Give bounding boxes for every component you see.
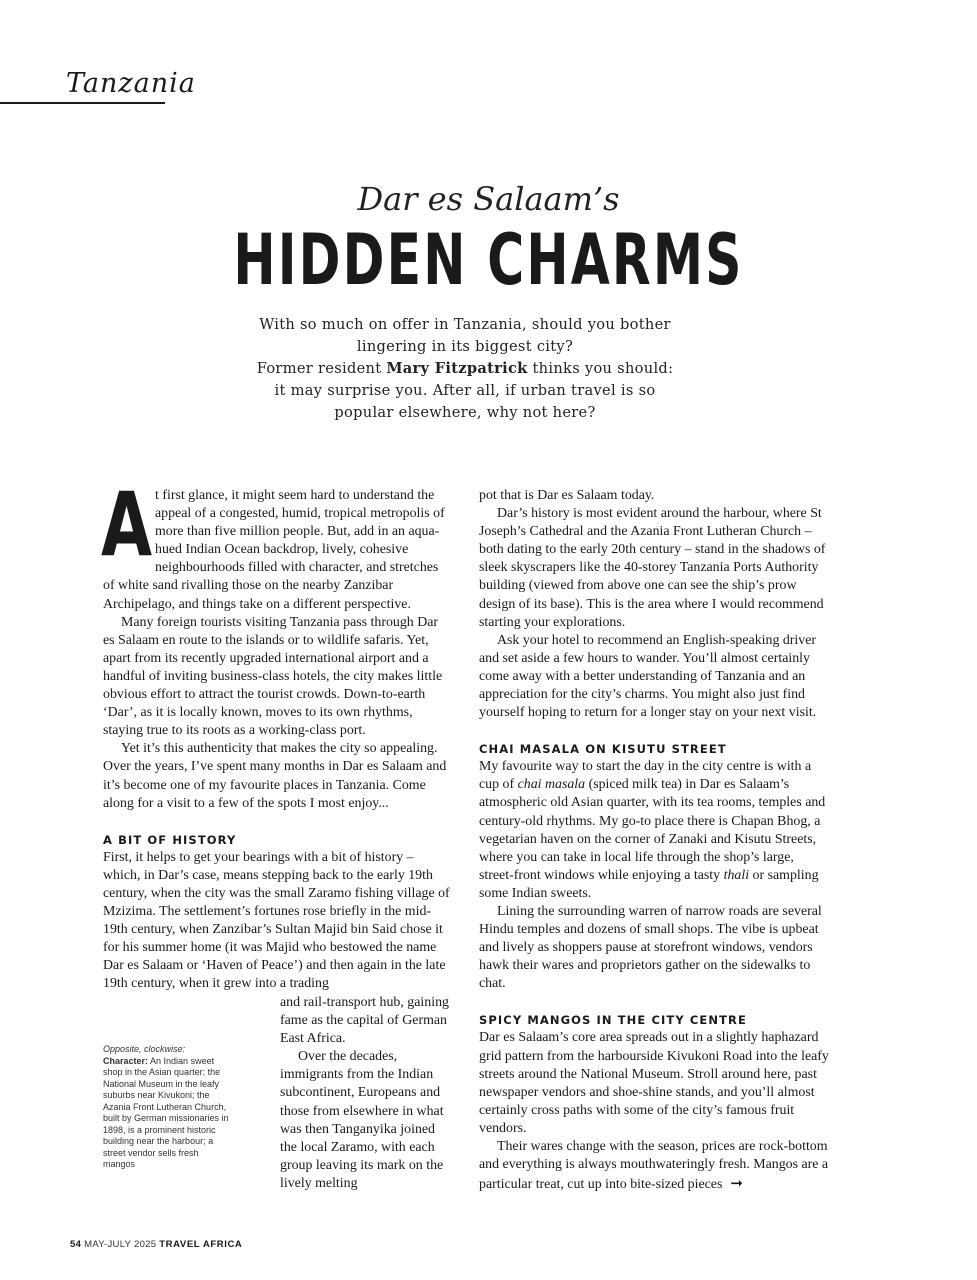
caption-label: Character: <box>103 1055 149 1066</box>
paragraph: First, it helps to get your bearings with a bit of history – which, in Dar’s case, means stepping back to the early 19th century, when the city was the small Zaramo fishing village of Mzizima. The settlement’s fortunes rose briefly in the mid-19th century, when Zanzibar’s Sultan Majid bin Said chose it for his summer home (it was Majid who bestowed the name Dar es Salaam or ‘Haven of Peace’) and then again in the late 19th century, when it grew into a trading <box>103 849 450 992</box>
paragraph: pot that is Dar es Salaam today. <box>479 488 655 503</box>
paragraph: Lining the surrounding warren of narrow roads are several Hindu temples and dozens of small shops. The vibe is upbeat and lively as shoppers pause at storefront windows, vendors hawk their wares and proprietors gather on the sidewalks to chat. <box>479 903 822 992</box>
title-kicker: Dar es Salaam’s <box>357 180 620 218</box>
issue-date: MAY-JULY 2025 <box>84 1239 157 1250</box>
paragraph: Ask your hotel to recommend an English-speaking driver and set aside a few hours to wander. You’ll almost certainly come away with a better understanding of Tanzania and an appreciation for the city’s charms. You might also just find yourself hoping to return for a longer stay on your next visit. <box>479 632 817 721</box>
text: Their wares change with the season, prices are rock-bottom and everything is always mouthwateringly fresh. Mangos are a particular treat, cut up into bite-sized pieces <box>479 1139 829 1193</box>
paragraph: Many foreign tourists visiting Tanzania pass through Dar es Salaam en route to the islands or to wildlife safaris. Yet, apart from its recently upgraded international airport and a handful of inviting business-class hotels, the city makes little obvious effort to attract the tourist crowds. Down-to-earth ‘Dar’, as it is locally known, moves to its own rhythms, staying true to its roots as a working-class port. <box>103 614 443 739</box>
standfirst-post: thinks you should: it may surprise you. After all, if urban travel is so popular elsewhere, why not here? <box>274 360 674 421</box>
photo-caption <box>103 1044 233 1171</box>
standfirst-line1: With so much on offer in Tanzania, should you bother lingering in its biggest city? <box>259 316 671 355</box>
italic-term: chai masala <box>517 777 586 793</box>
text: or sampling some Indian sweets. <box>479 867 819 901</box>
caption-text: An Indian sweet shop in the Asian quarter; the National Museum in the leafy suburbs near Kivukoni; the Azania Front Lutheran Church, built by German missionaries in 1898, is a prominent historic building near the harbour; a street vendor sells fresh mangos <box>103 1055 229 1169</box>
headline: HIDDEN CHARMS <box>233 219 744 301</box>
author-name: Mary Fitzpatrick <box>386 360 528 377</box>
paragraph: Yet it’s this authenticity that makes the city so appealing. Over the years, I’ve spent many months in Dar es Salaam and it’s become one of my favourite places in Tanzania. Come along for a visit to a few of the spots I most enjoy... <box>103 741 447 811</box>
italic-term: thali <box>723 867 750 883</box>
section-heading-chai: CHAI MASALA ON KISUTU STREET <box>479 742 727 757</box>
section-heading-history: A BIT OF HISTORY <box>103 832 237 847</box>
standfirst-line2 <box>250 358 680 424</box>
magazine-name: TRAVEL AFRICA <box>159 1239 243 1250</box>
section-heading-mangos: SPICY MANGOS IN THE CITY CENTRE <box>479 1013 747 1028</box>
standfirst-pre: Former resident <box>256 360 387 377</box>
paragraph: Dar es Salaam’s core area spreads out in a slightly haphazard grid pattern from the harbourside Kivukoni Road into the leafy streets around the National Museum. Stroll around here, past newspaper vendors and shoe-shine stands, and you’ll almost certainly cross paths with some of the city’s famous fruit vendors. <box>479 1030 829 1136</box>
section-rule <box>0 102 165 104</box>
column-2 <box>479 487 831 1194</box>
page-number: 54 <box>70 1239 82 1250</box>
paragraph: Over the decades, immigrants from the Indian subcontinent, Europeans and those from elsewhere in what was then Tanganyika joined the local Zaramo, with each group leaving its mark on the lively melting <box>280 1049 444 1191</box>
page-footer <box>70 1239 242 1250</box>
column-1-continued <box>280 994 452 1193</box>
paragraph: Dar’s history is most evident around the harbour, where St Joseph’s Cathedral and the Azania Front Lutheran Church – both dating to the early 20th century – stand in the shadows of sleek skyscrapers like the 40-storey Tanzania Ports Authority building (viewed from above one can see the ship’s prow design of its base). This is the area where I would recommend starting your explorations. <box>479 506 826 630</box>
text: My favourite way to start the day in the city centre is with a cup of <box>479 759 812 793</box>
drop-cap: A <box>101 473 153 576</box>
paragraph <box>479 1138 831 1194</box>
caption-lead: Opposite, clockwise: <box>103 1044 186 1054</box>
text: (spiced milk tea) in Dar es Salaam’s atmospheric old Asian quarter, with its tea rooms, temples and century-old rhythms. My go-to place there is Chapan Bhog, a vegetarian haven on the corner of Zanaki and Kisutu Streets, where you can take in local life through the shop’s large, street-front windows while enjoying a tasty <box>479 777 826 883</box>
continue-arrow-icon: ➞ <box>730 1174 743 1193</box>
intro-paragraph <box>101 473 453 614</box>
standfirst <box>250 314 680 424</box>
paragraph: and rail-transport hub, gaining fame as the capital of German East Africa. <box>280 995 449 1047</box>
paragraph <box>479 758 831 903</box>
intro-text: t first glance, it might seem hard to understand the appeal of a congested, humid, tropical metropolis of more than five million people. But, add in an aqua-hued Indian Ocean backdrop, lively, cohesive neighbourhoods filled with character, and stretches of white sand rivalling those on the nearby Zanzibar Archipelago, and things take on a different perspective. <box>103 488 445 612</box>
column-1 <box>101 473 453 993</box>
section-tag: Tanzania <box>66 68 196 99</box>
